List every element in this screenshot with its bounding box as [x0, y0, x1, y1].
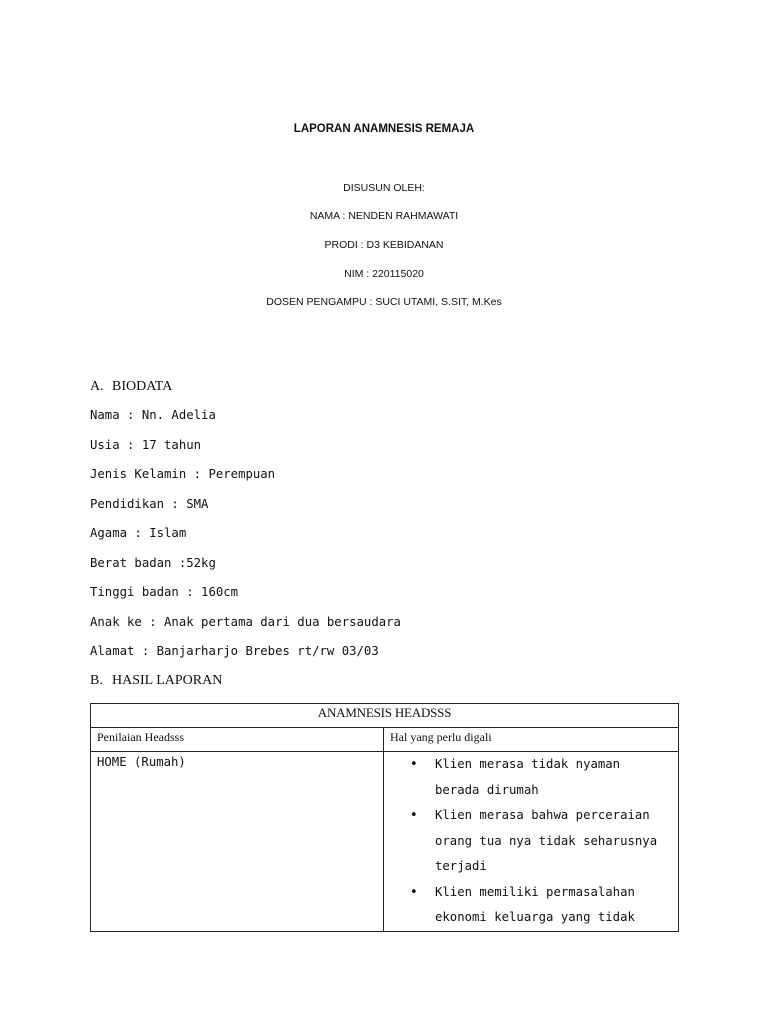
bullet-text: Klien merasa tidak nyaman berada dirumah — [435, 757, 621, 797]
supervisor-line: DOSEN PENGAMPU : SUCI UTAMI, S.SIT, M.Kes — [266, 296, 502, 308]
table-row — [91, 752, 679, 932]
table-title: ANAMNESIS HEADSSS — [91, 704, 679, 728]
biodata-religion: Agama : Islam — [90, 526, 187, 540]
bullet-text: Klien memiliki permasalahan ekonomi keluarga yang tidak — [435, 884, 635, 924]
bullet-icon: • — [410, 884, 418, 900]
list-item — [410, 752, 670, 803]
author-nim: NIM : 220115020 — [344, 268, 424, 280]
author-heading: DISUSUN OLEH: — [343, 182, 425, 194]
biodata-education: Pendidikan : SMA — [90, 497, 209, 511]
document-title: LAPORAN ANAMNESIS REMAJA — [293, 123, 475, 135]
biodata-name: Nama : Nn. Adelia — [90, 408, 216, 422]
list-item — [410, 803, 670, 880]
bullet-icon: • — [410, 808, 418, 823]
list-item — [410, 880, 670, 931]
row-content-home — [384, 752, 679, 932]
section-b-number: B. — [90, 673, 103, 688]
biodata-weight: Berat badan :52kg — [90, 556, 216, 570]
headsss-table — [90, 703, 679, 932]
section-a-title: BIODATA — [112, 379, 173, 394]
biodata-height: Tinggi badan : 160cm — [90, 585, 239, 599]
column-header-explore: Hal yang perlu digali — [384, 728, 679, 752]
author-program: PRODI : D3 KEBIDANAN — [324, 239, 444, 251]
bullet-text: Klien merasa bahwa perceraian orang tua nya tidak seharusnya terjadi — [435, 808, 658, 873]
biodata-gender: Jenis Kelamin : Perempuan — [90, 467, 276, 481]
biodata-age: Usia : 17 tahun — [90, 438, 202, 452]
biodata-address: Alamat : Banjarharjo Brebes rt/rw 03/03 — [90, 644, 379, 658]
bullet-icon: • — [410, 757, 418, 772]
section-a-heading — [90, 379, 172, 395]
section-a-number: A. — [90, 379, 104, 394]
biodata-child-order: Anak ke : Anak pertama dari dua bersaudara — [90, 615, 401, 629]
section-b-heading — [90, 673, 222, 689]
section-b-title: HASIL LAPORAN — [112, 673, 223, 688]
home-bullet-list — [384, 752, 678, 931]
row-label-home: HOME (Rumah) — [91, 752, 384, 932]
author-name: NAMA : NENDEN RAHMAWATI — [309, 210, 459, 222]
column-header-assessment: Penilaian Headsss — [91, 728, 384, 752]
